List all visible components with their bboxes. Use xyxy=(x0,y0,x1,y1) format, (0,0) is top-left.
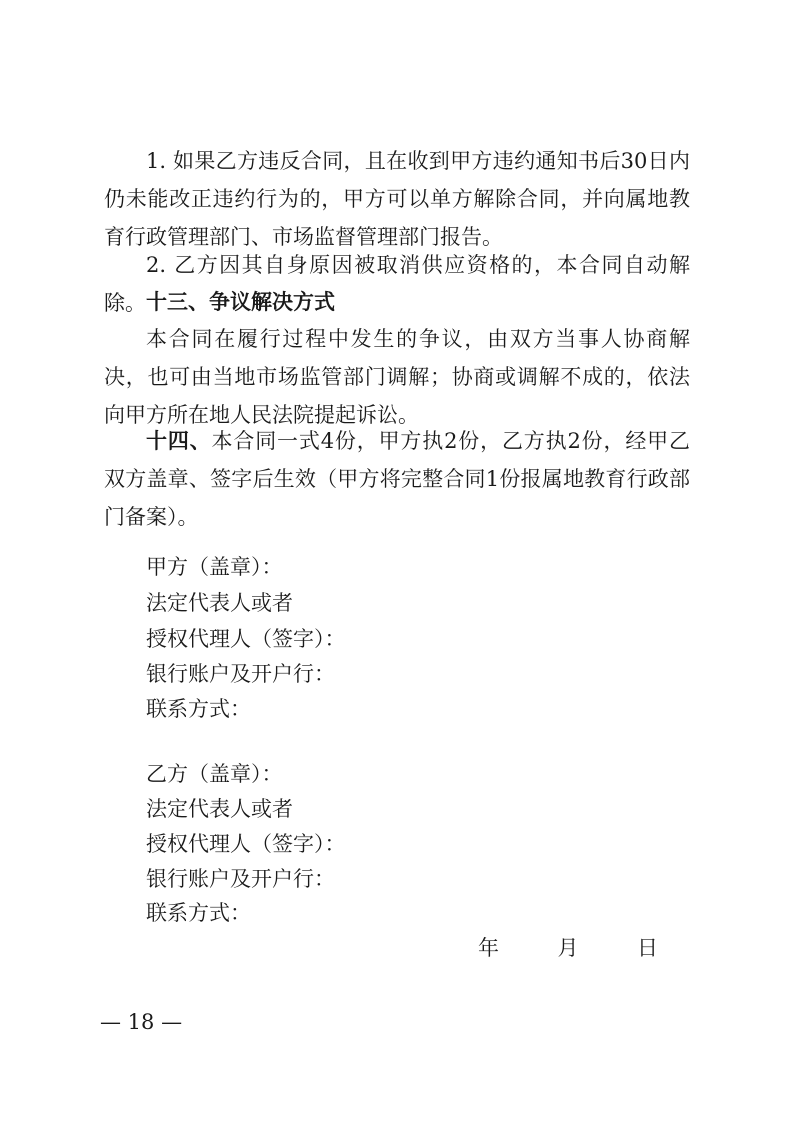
clause-item-1: 1. 如果乙方违反合同，且在收到甲方违约通知书后30日内仍未能改正违约行为的，甲方可以单方解除合同，并向属地教育行政管理部门、市场监督管理部门报告。 xyxy=(104,149,690,249)
section-14-body: 本合同一式4份，甲方执2份，乙方执2份，经甲乙双方盖章、签字后生效（甲方将完整合同1份报属地教育行政部门备案）。 xyxy=(104,429,690,529)
party-a-legal-rep-label: 法定代表人或者 xyxy=(146,591,293,615)
party-a-seal-label: 甲方（盖章）： xyxy=(146,555,283,579)
party-b-bank-account-label: 银行账户及开户行： xyxy=(146,867,335,891)
party-b-seal-label: 乙方（盖章）： xyxy=(146,762,283,786)
page-number: — 18 — xyxy=(100,1010,183,1034)
party-a-bank-account-label: 银行账户及开户行： xyxy=(146,662,335,686)
section-14-heading: 十四、 xyxy=(146,429,212,453)
party-a-authorized-agent-label: 授权代理人（签字）： xyxy=(146,627,346,651)
party-b-contact-label: 联系方式： xyxy=(146,901,251,925)
date-month-label: 月 xyxy=(557,936,579,960)
section-14-paragraph xyxy=(104,422,690,536)
party-a-contact-label: 联系方式： xyxy=(146,697,251,721)
date-year-label: 年 xyxy=(478,936,499,960)
section-13-body: 本合同在履行过程中发生的争议，由双方当事人协商解决，也可由当地市场监管部门调解；协商或调解不成的，依法向甲方所在地人民法院提起诉讼。 xyxy=(104,327,690,427)
party-b-legal-rep-label: 法定代表人或者 xyxy=(146,797,293,821)
clause-item-2: 2. 乙方因其自身原因被取消供应资格的，本合同自动解除。 xyxy=(104,253,690,315)
date-day-label: 日 xyxy=(637,936,658,960)
section-13-heading: 十三、争议解决方式 xyxy=(146,290,335,314)
signature-date-row xyxy=(478,929,658,967)
party-b-authorized-agent-label: 授权代理人（签字）： xyxy=(146,832,346,856)
